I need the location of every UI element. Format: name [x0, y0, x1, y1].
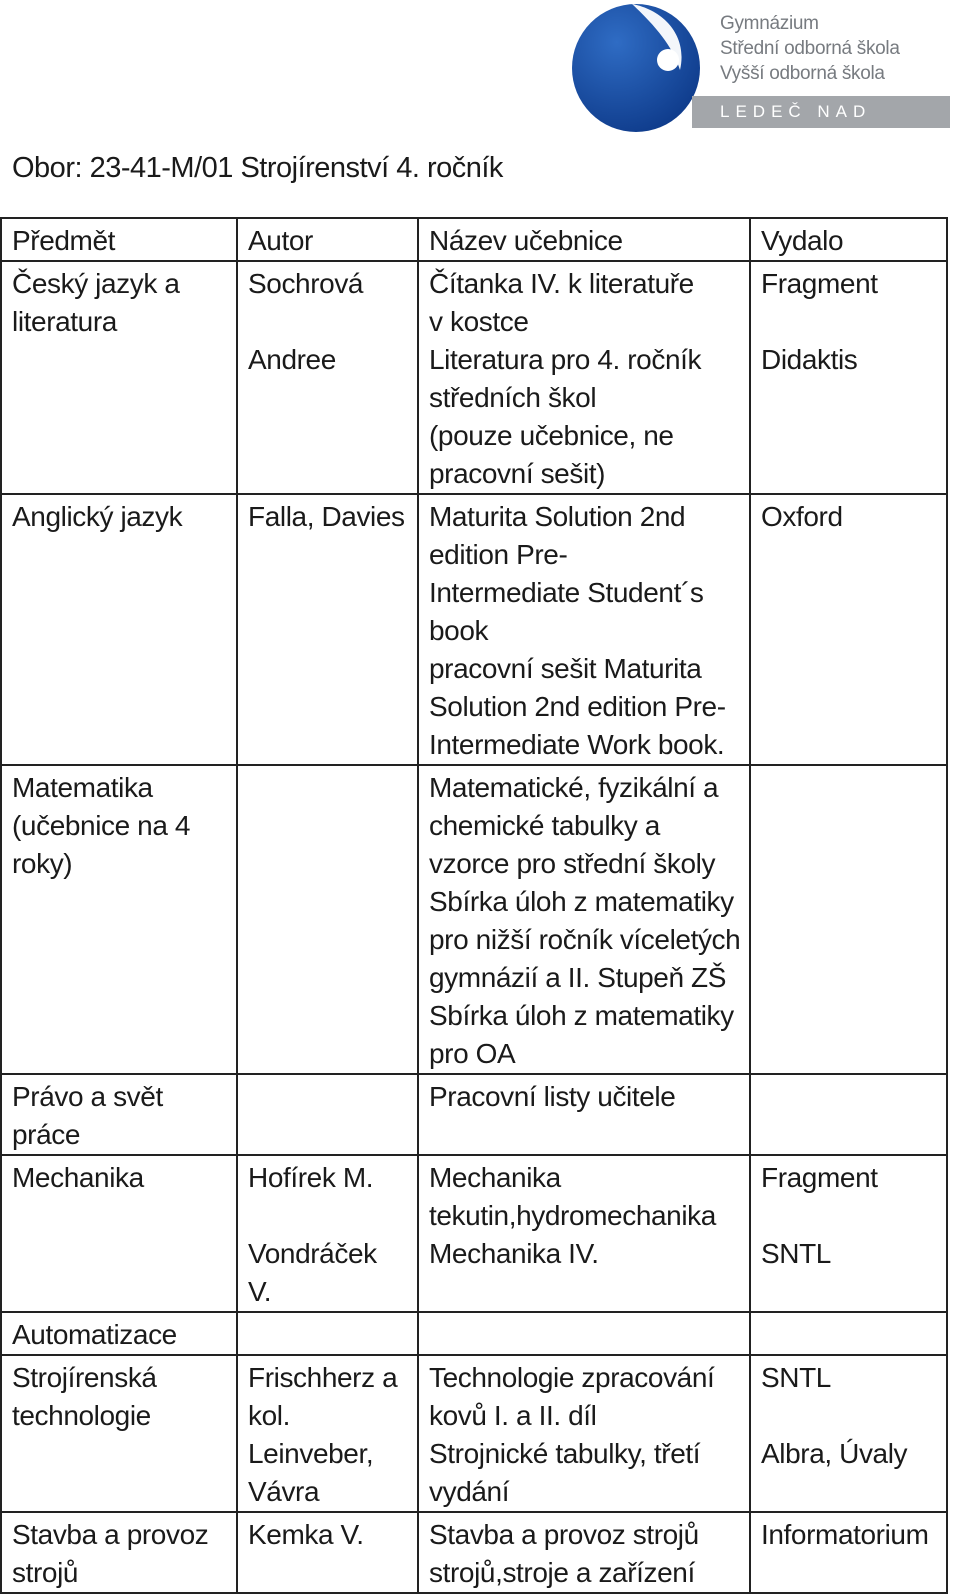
- cell-title: [418, 1155, 750, 1312]
- logo-band: LEDEČ NAD SÁZAVOU: [692, 96, 950, 128]
- cell-title: [418, 1312, 750, 1355]
- cell-title-line: Technologie zpracování: [429, 1362, 715, 1393]
- cell-title-line: Strojnické tabulky, třetí: [429, 1438, 701, 1469]
- cell-title-line: Intermediate Student´s: [429, 577, 704, 608]
- cell-author-line: Hofírek M.: [248, 1162, 374, 1193]
- cell-title-line: pro nižší ročník víceletých: [429, 924, 741, 955]
- cell-subject-line: roky): [12, 848, 73, 879]
- cell-title-line: Sbírka úloh z matematiky: [429, 1000, 734, 1031]
- page-heading: Obor: 23-41-M/01 Strojírenství 4. ročník: [12, 152, 503, 184]
- cell-author: [237, 765, 418, 1074]
- cell-publisher: [750, 1355, 947, 1512]
- cell-subject-line: (učebnice na 4: [12, 810, 191, 841]
- cell-subject: [1, 1074, 237, 1155]
- cell-author-line: [248, 1197, 409, 1235]
- cell-publisher-line: Oxford: [761, 501, 843, 532]
- cell-title-line: pracovní sešit Maturita: [429, 653, 702, 684]
- cell-title-line: Sbírka úloh z matematiky: [429, 886, 734, 917]
- cell-author: [237, 494, 418, 765]
- cell-title-line: Literatura pro 4. ročník: [429, 344, 702, 375]
- cell-author: [237, 1312, 418, 1355]
- cell-author-line: Vávra: [248, 1476, 320, 1507]
- logo-line-3: Vyšší odborná škola: [720, 63, 885, 84]
- cell-publisher-line: Didaktis: [761, 344, 858, 375]
- cell-subject: [1, 765, 237, 1074]
- table-row: [1, 1512, 947, 1593]
- cell-title-line: Mechanika: [429, 1162, 561, 1193]
- table-row: [1, 765, 947, 1074]
- cell-author: [237, 1074, 418, 1155]
- cell-subject: [1, 1355, 237, 1512]
- cell-author-line: Leinveber,: [248, 1438, 374, 1469]
- cell-subject-line: Český jazyk a: [12, 268, 180, 299]
- cell-author: [237, 1512, 418, 1593]
- cell-title-line: tekutin,hydromechanika: [429, 1200, 716, 1231]
- cell-title-line: gymnázií a II. Stupeň ZŠ: [429, 962, 726, 993]
- cell-title-line: kovů I. a II. díl: [429, 1400, 597, 1431]
- cell-title-line: vzorce pro střední školy: [429, 848, 716, 879]
- cell-title-line: Matematické, fyzikální a: [429, 772, 719, 803]
- cell-title-line: pracovní sešit): [429, 458, 606, 489]
- cell-author-line: Kemka V.: [248, 1519, 364, 1550]
- table-row: [1, 494, 947, 765]
- cell-author-line: kol.: [248, 1400, 290, 1431]
- header-subject: Předmět: [1, 218, 237, 261]
- cell-subject: [1, 494, 237, 765]
- textbook-table: [0, 217, 948, 1594]
- cell-title: [418, 494, 750, 765]
- cell-publisher: [750, 261, 947, 494]
- table-row: [1, 261, 947, 494]
- cell-subject: [1, 1155, 237, 1312]
- cell-title: [418, 1074, 750, 1155]
- cell-publisher-line: [761, 303, 938, 341]
- cell-subject-line: Mechanika: [12, 1162, 144, 1193]
- cell-title-line: book: [429, 615, 489, 646]
- logo-line-2: Střední odborná škola: [720, 38, 900, 59]
- cell-title: [418, 261, 750, 494]
- cell-publisher-line: Fragment: [761, 1162, 878, 1193]
- cell-subject-line: Strojírenská: [12, 1362, 157, 1393]
- cell-title-line: Maturita Solution 2nd: [429, 501, 686, 532]
- cell-title-line: pro OA: [429, 1038, 516, 1069]
- logo-circle-icon: [568, 0, 708, 136]
- cell-subject-line: práce: [12, 1119, 81, 1150]
- cell-title: [418, 765, 750, 1074]
- cell-subject-line: technologie: [12, 1400, 151, 1431]
- table-row: [1, 1074, 947, 1155]
- cell-title-line: středních škol: [429, 382, 597, 413]
- cell-title-line: v kostce: [429, 306, 529, 337]
- table-row: [1, 1155, 947, 1312]
- cell-subject-line: Právo a svět: [12, 1081, 163, 1112]
- cell-author-line: [248, 303, 409, 341]
- header-author: Autor: [237, 218, 418, 261]
- cell-publisher: [750, 1512, 947, 1593]
- cell-author-line: Sochrová: [248, 268, 364, 299]
- cell-publisher-line: Informatorium: [761, 1519, 929, 1550]
- cell-title-line: vydání: [429, 1476, 510, 1507]
- cell-author-line: Vondráček: [248, 1238, 377, 1269]
- cell-subject: [1, 261, 237, 494]
- cell-publisher-line: [761, 1397, 938, 1435]
- cell-publisher-line: Fragment: [761, 268, 878, 299]
- cell-title-line: Mechanika IV.: [429, 1238, 599, 1269]
- cell-publisher: [750, 1074, 947, 1155]
- cell-publisher: [750, 1312, 947, 1355]
- cell-title-line: Intermediate Work book.: [429, 729, 725, 760]
- cell-author: [237, 1355, 418, 1512]
- cell-title-line: Čítanka IV. k literatuře: [429, 268, 694, 299]
- table-row: [1, 1355, 947, 1512]
- header-publisher: Vydalo: [750, 218, 947, 261]
- cell-title: [418, 1355, 750, 1512]
- cell-subject-line: Anglický jazyk: [12, 501, 183, 532]
- cell-title-line: (pouze učebnice, ne: [429, 420, 674, 451]
- cell-subject-line: literatura: [12, 306, 117, 337]
- cell-publisher: [750, 1155, 947, 1312]
- cell-title-line: chemické tabulky a: [429, 810, 660, 841]
- cell-subject: [1, 1312, 237, 1355]
- cell-author: [237, 1155, 418, 1312]
- school-logo: [568, 0, 952, 153]
- cell-publisher: [750, 765, 947, 1074]
- cell-subject-line: Stavba a provoz: [12, 1519, 209, 1550]
- cell-publisher: [750, 494, 947, 765]
- cell-publisher-line: SNTL: [761, 1238, 831, 1269]
- cell-subject: [1, 1512, 237, 1593]
- table-row: [1, 1312, 947, 1355]
- cell-title-line: edition Pre-: [429, 539, 568, 570]
- header-title: Název učebnice: [418, 218, 750, 261]
- cell-author-line: Frischherz a: [248, 1362, 398, 1393]
- logo-line-1: Gymnázium: [720, 13, 819, 34]
- cell-subject-line: strojů: [12, 1557, 79, 1588]
- cell-author-line: Falla, Davies: [248, 501, 405, 532]
- cell-publisher-line: Albra, Úvaly: [761, 1438, 908, 1469]
- cell-author-line: Andree: [248, 344, 336, 375]
- table-header-row: [1, 218, 947, 261]
- cell-publisher-line: [761, 1197, 938, 1235]
- cell-title: [418, 1512, 750, 1593]
- cell-subject-line: Matematika: [12, 772, 153, 803]
- cell-title-line: Solution 2nd edition Pre-: [429, 691, 726, 722]
- cell-publisher-line: SNTL: [761, 1362, 831, 1393]
- cell-title-line: strojů,stroje a zařízení: [429, 1557, 695, 1588]
- cell-author: [237, 261, 418, 494]
- cell-title-line: Stavba a provoz strojů: [429, 1519, 699, 1550]
- cell-author-line: V.: [248, 1276, 272, 1307]
- cell-title-line: Pracovní listy učitele: [429, 1081, 676, 1112]
- cell-subject-line: Automatizace: [12, 1319, 177, 1350]
